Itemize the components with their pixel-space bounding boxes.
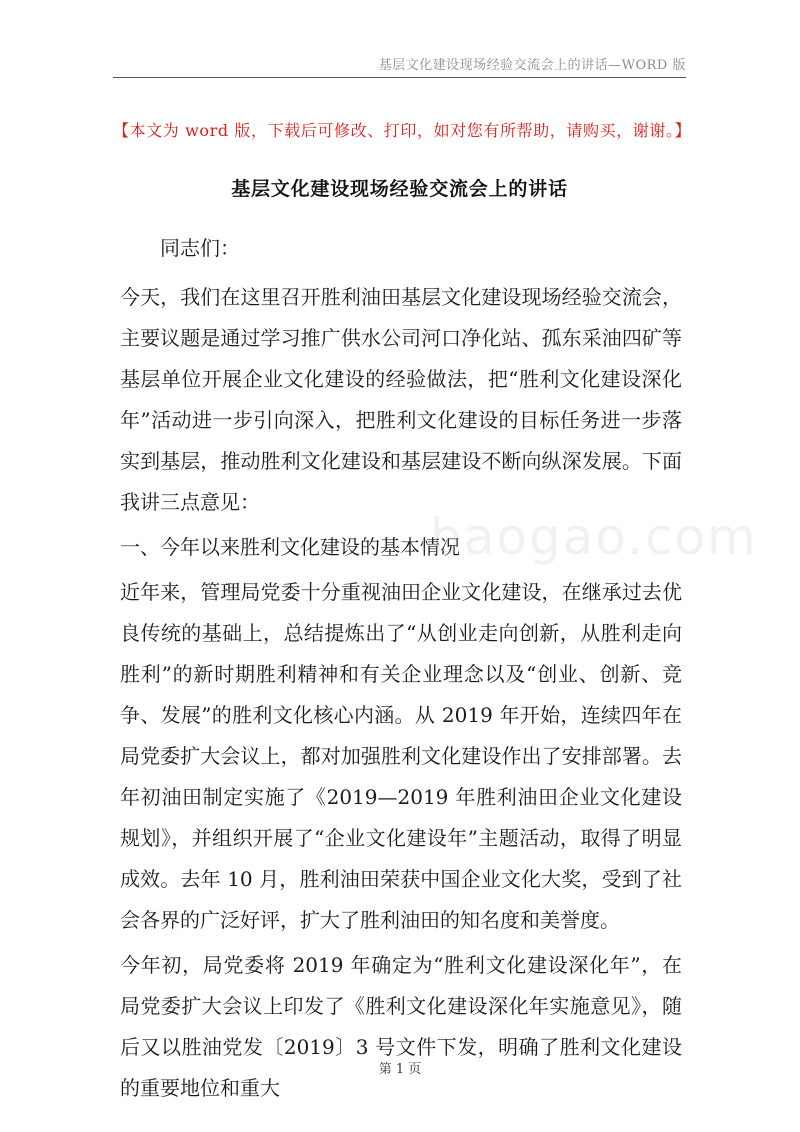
document-body: [120, 228, 682, 1113]
download-notice: 【本文为 word 版，下载后可修改、打印，如对您有所帮助，请购买，谢谢。】: [113, 121, 692, 140]
paragraph-this-year: 今年初，局党委将 2019 年确定为“胜利文化建设深化年”，在局党委扩大会议上印发了《胜利文化建设深化年实施意见》，随后又以胜油党发〔2019〕3 号文件下发，明确了胜利文化建设的重要地位和重大: [120, 953, 682, 1100]
section-heading: 一、今年以来胜利文化建设的基本情况: [120, 535, 460, 559]
paragraph-background: 近年来，管理局党委十分重视油田企业文化建设，在继承过去优良传统的基础上，总结提炼出了“从创业走向创新，从胜利走向胜利”的新时期胜利精神和有关企业理念以及“创业、创新、竞争、发展”的胜利文化核心内涵。从 2019 年开始，连续四年在局党委扩大会议上，都对加强胜利文化建设作出了安排部署。去年初油田制定实施了《2019—2019 年胜利油田企业文化建设规划》，并组织开展了“企业文化建设年”主题活动，取得了明显成效。去年 10 月，胜利油田荣获中国企业文化大奖，受到了社会各界的广泛好评，扩大了胜利油田的知名度和美誉度。: [120, 580, 682, 932]
paragraph-intro: 今天，我们在这里召开胜利油田基层文化建设现场经验交流会，主要议题是通过学习推广供水公司河口净化站、孤东采油四矿等基层单位开展企业文化建设的经验做法，把“胜利文化建设深化年”活动进一步引向深入，把胜利文化建设的目标任务进一步落实到基层，推动胜利文化建设和基层建设不断向纵深发展。下面我讲三点意见：: [120, 285, 682, 514]
watermark: baogao.com: [430, 508, 758, 566]
salutation: 同志们：: [160, 236, 240, 260]
running-header: 基层文化建设现场经验交流会上的讲话—WORD 版: [378, 58, 686, 73]
page-number: 第 1 页: [378, 1062, 422, 1077]
header-divider: [113, 77, 686, 78]
document-title: 基层文化建设现场经验交流会上的讲话: [231, 178, 568, 200]
